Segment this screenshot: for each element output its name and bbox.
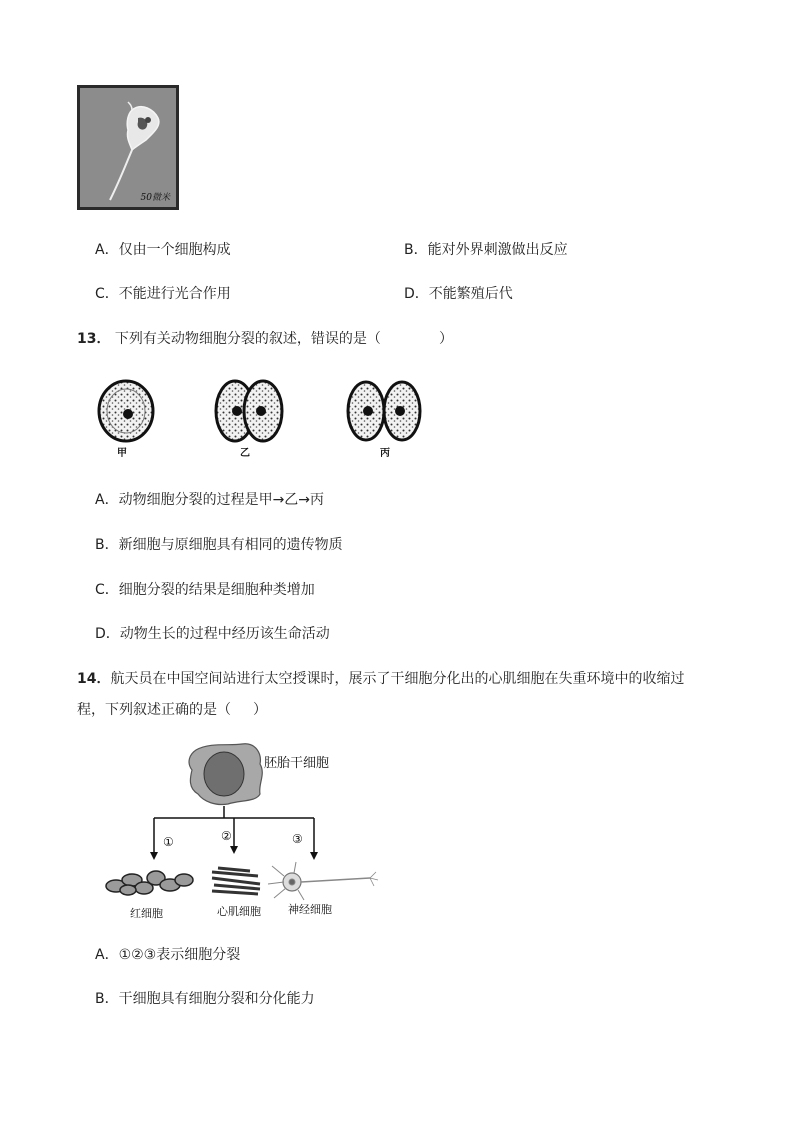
q14-stem-line2	[77, 700, 267, 720]
q14-stem-line1	[77, 669, 684, 689]
cell-label-bing: 丙	[380, 448, 390, 459]
q13-stem	[77, 329, 453, 349]
q12-option-b: B．能对外界刺激做出反应	[404, 242, 568, 258]
cell-name-red: 红细胞	[130, 907, 163, 920]
scale-label: 50微米	[140, 193, 170, 203]
cell-yi	[216, 381, 282, 441]
marker-1: ①	[163, 835, 174, 849]
q14-option-a: A．①②③表示细胞分裂	[95, 947, 241, 963]
stem-cell-label: 胚胎干细胞	[264, 756, 330, 771]
red-blood-cells	[106, 871, 193, 895]
q13-option-a: A．动物细胞分裂的过程是甲→乙→丙	[95, 492, 325, 508]
q14-stem-text-2: 程，下列叙述正确的是（	[77, 702, 231, 718]
stem-cell-shape	[189, 744, 262, 805]
cell-label-yi: 乙	[240, 448, 250, 459]
q13-paren-close: ）	[438, 331, 453, 347]
q12-option-a: A．仅由一个细胞构成	[95, 242, 231, 258]
q13-option-c: C．细胞分裂的结果是细胞种类增加	[95, 582, 315, 598]
cell-jia	[99, 381, 153, 441]
cell-division-diagram	[90, 375, 440, 445]
q14-option-b: B．干细胞具有细胞分裂和分化能力	[95, 991, 315, 1007]
marker-2: ②	[221, 829, 232, 843]
neuron-cell	[268, 862, 378, 900]
q13-option-d: D．动物生长的过程中经历该生命活动	[95, 626, 330, 642]
cell-label-jia: 甲	[117, 448, 127, 459]
q12-option-d: D．不能繁殖后代	[404, 286, 513, 302]
q14-number: 14．	[77, 671, 111, 687]
marker-3: ③	[292, 832, 303, 846]
stem-cell-diagram	[100, 738, 390, 908]
q13-option-b: B．新细胞与原细胞具有相同的遗传物质	[95, 537, 343, 553]
cell-name-heart: 心肌细胞	[217, 905, 261, 918]
cell-bing	[348, 382, 420, 440]
q14-stem-text-1: 航天员在中国空间站进行太空授课时，展示了干细胞分化出的心肌细胞在失重环境中的收缩过	[110, 671, 685, 687]
cell-name-neuron: 神经细胞	[288, 903, 332, 916]
q14-paren-close: ）	[253, 702, 267, 718]
heart-muscle-cells	[212, 868, 260, 894]
q13-stem-text: 下列有关动物细胞分裂的叙述，错误的是（	[110, 331, 381, 347]
q13-number: 13．	[77, 331, 111, 347]
micrograph-image	[77, 85, 179, 210]
q12-option-c: C．不能进行光合作用	[95, 286, 231, 302]
